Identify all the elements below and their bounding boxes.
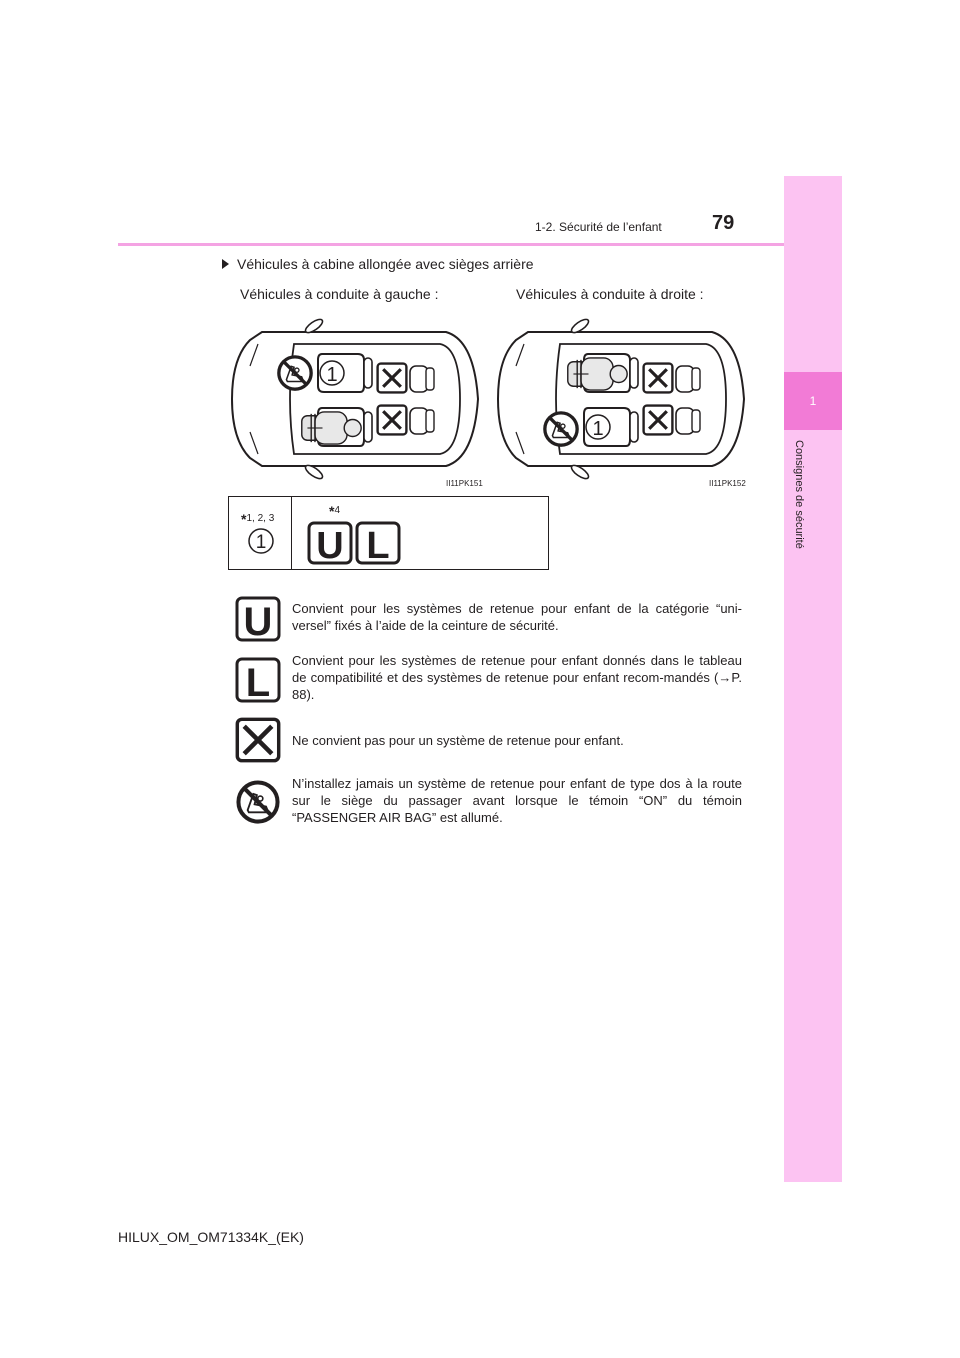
svg-text:L: L — [245, 661, 271, 703]
x-box-icon — [235, 717, 281, 763]
triangle-bullet-icon — [222, 259, 229, 269]
svg-text:L: L — [366, 525, 390, 565]
svg-text:1: 1 — [255, 532, 267, 553]
left-circle-number: 1 — [326, 364, 338, 386]
document-footer: HILUX_OM_OM71334K_(EK) — [118, 1229, 304, 1245]
no-child-seat-icon — [235, 779, 281, 825]
u-letter-icon — [235, 596, 281, 642]
chapter-title: Consignes de sécurité — [793, 440, 805, 549]
x-box-icon — [644, 406, 673, 435]
l-letter-icon — [235, 657, 281, 703]
section-heading: Véhicules à cabine allongée avec sièges arrière — [222, 256, 534, 272]
note-right: *4 — [329, 503, 341, 519]
note-left: *1, 2, 3 — [241, 511, 275, 527]
x-box-icon — [378, 406, 407, 435]
svg-text:U: U — [316, 525, 344, 565]
left-hand-drive-car-diagram — [228, 318, 484, 480]
u-letter-icon — [307, 521, 353, 565]
chapter-side-tab — [784, 176, 842, 1182]
right-hand-drive-car-diagram — [494, 318, 750, 480]
legend-no-seat-text: N’installez jamais un système de retenue pour enfant de type dos à la route sur le siège du passager avant lorsque le témoin “ON” du témoin “PASSENGER AIR BAG” est allumé. — [292, 776, 742, 825]
chapter-number: 1 — [809, 394, 817, 408]
no-child-seat-icon — [279, 357, 311, 389]
right-hand-drive-label: Véhicules à conduite à droite : — [516, 286, 704, 302]
page-number: 79 — [712, 212, 735, 234]
section-title: 1-2. Sécurité de l’enfant — [535, 220, 662, 234]
legend-u-text: Convient pour les systèmes de retenue pour enfant de la catégorie “uni-versel” fixés à l’aide de la ceinture de sécurité. — [292, 601, 742, 633]
right-figure-code: II11PK152 — [709, 479, 746, 488]
legend-x-text: Ne convient pas pour un système de retenue pour enfant. — [292, 733, 624, 748]
x-box-icon — [378, 364, 407, 393]
key-table-divider — [291, 497, 292, 569]
legend-l-text: Convient pour les systèmes de retenue pour enfant donnés dans le tableau de compatibilité et des systèmes de retenue pour enfant recom-mandés (→P. 88). — [292, 653, 742, 702]
header-rule — [118, 243, 784, 246]
right-circle-number: 1 — [592, 418, 604, 440]
svg-text:U: U — [243, 600, 273, 642]
x-box-icon — [644, 364, 673, 393]
no-child-seat-icon — [545, 413, 577, 445]
left-figure-code: II11PK151 — [446, 479, 483, 488]
left-hand-drive-label: Véhicules à conduite à gauche : — [240, 286, 439, 302]
l-letter-icon — [355, 521, 401, 565]
seat-key-table — [228, 496, 549, 570]
circle-number-icon — [247, 527, 275, 555]
